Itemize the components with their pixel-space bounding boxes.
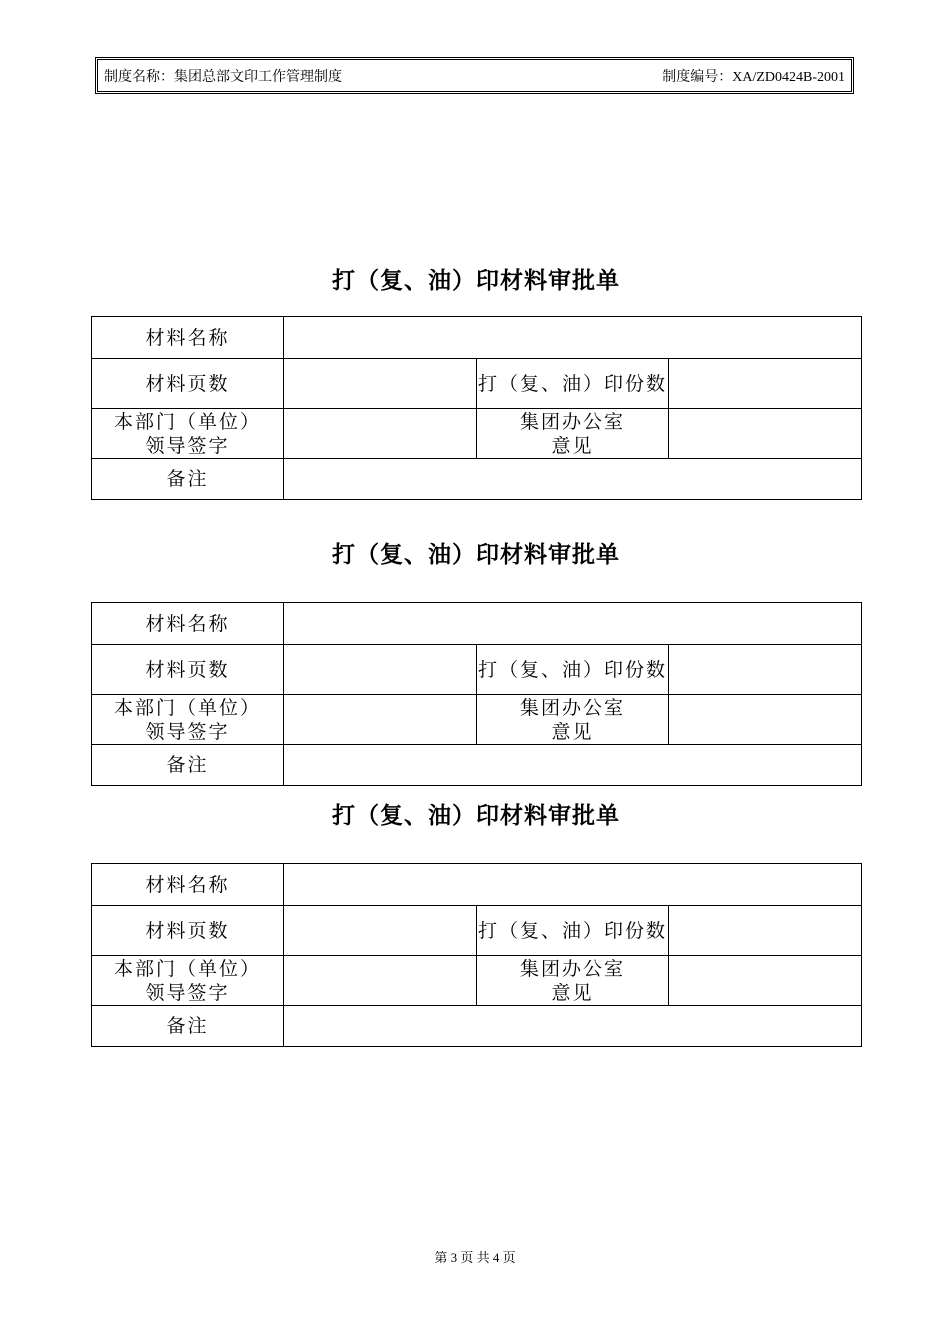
table-row — [92, 409, 862, 459]
form-title: 打（复、油）印材料审批单 — [332, 802, 620, 829]
copies-label: 打（复、油）印份数 — [477, 645, 669, 695]
office-opinion-label-line2: 意见 — [551, 981, 594, 1004]
table-row — [92, 359, 862, 409]
material-pages-label: 材料页数 — [92, 645, 284, 695]
table-row — [92, 864, 862, 906]
table-row — [92, 956, 862, 1006]
dept-leader-label — [92, 695, 284, 745]
remarks-field[interactable] — [284, 1006, 862, 1047]
table-row — [92, 459, 862, 500]
material-pages-label: 材料页数 — [92, 906, 284, 956]
remarks-field[interactable] — [284, 745, 862, 786]
approval-table — [91, 602, 862, 786]
copies-field[interactable] — [669, 645, 862, 695]
material-pages-field[interactable] — [284, 645, 477, 695]
material-name-field[interactable] — [284, 864, 862, 906]
table-row — [92, 317, 862, 359]
dept-leader-signature-field[interactable] — [284, 409, 477, 459]
office-opinion-label — [477, 956, 669, 1006]
remarks-field[interactable] — [284, 459, 862, 500]
material-pages-label: 材料页数 — [92, 359, 284, 409]
page-header — [97, 59, 852, 92]
table-row — [92, 695, 862, 745]
regulation-number: 制度编号：XA/ZD0424B-2001 — [662, 69, 845, 85]
office-opinion-label — [477, 409, 669, 459]
form-title: 打（复、油）印材料审批单 — [332, 267, 620, 294]
page-number: 第 3 页 共 4 页 — [434, 1250, 516, 1265]
material-name-field[interactable] — [284, 603, 862, 645]
remarks-label: 备注 — [92, 459, 284, 500]
dept-leader-label-line2: 领导签字 — [145, 720, 230, 743]
material-pages-field[interactable] — [284, 906, 477, 956]
approval-table — [91, 863, 862, 1047]
table-row — [92, 745, 862, 786]
remarks-label: 备注 — [92, 745, 284, 786]
dept-leader-label — [92, 956, 284, 1006]
dept-leader-signature-field[interactable] — [284, 695, 477, 745]
form-title: 打（复、油）印材料审批单 — [332, 541, 620, 568]
copies-label: 打（复、油）印份数 — [477, 906, 669, 956]
table-row — [92, 645, 862, 695]
copies-label: 打（复、油）印份数 — [477, 359, 669, 409]
regulation-name: 制度名称：集团总部文印工作管理制度 — [104, 68, 342, 85]
dept-leader-label — [92, 409, 284, 459]
material-pages-field[interactable] — [284, 359, 477, 409]
material-name-label: 材料名称 — [92, 864, 284, 906]
copies-field[interactable] — [669, 359, 862, 409]
dept-leader-label-line1: 本部门（单位） — [113, 957, 261, 980]
dept-leader-label-line2: 领导签字 — [145, 434, 230, 457]
material-name-label: 材料名称 — [92, 317, 284, 359]
material-name-label: 材料名称 — [92, 603, 284, 645]
table-row — [92, 603, 862, 645]
copies-field[interactable] — [669, 906, 862, 956]
office-opinion-label-line2: 意见 — [551, 434, 594, 457]
office-opinion-field[interactable] — [669, 695, 862, 745]
dept-leader-label-line1: 本部门（单位） — [113, 410, 261, 433]
remarks-label: 备注 — [92, 1006, 284, 1047]
office-opinion-label — [477, 695, 669, 745]
dept-leader-signature-field[interactable] — [284, 956, 477, 1006]
office-opinion-field[interactable] — [669, 956, 862, 1006]
office-opinion-label-line1: 集团办公室 — [519, 957, 625, 980]
office-opinion-field[interactable] — [669, 409, 862, 459]
dept-leader-label-line2: 领导签字 — [145, 981, 230, 1004]
approval-table — [91, 316, 862, 500]
material-name-field[interactable] — [284, 317, 862, 359]
office-opinion-label-line1: 集团办公室 — [519, 696, 625, 719]
office-opinion-label-line1: 集团办公室 — [519, 410, 625, 433]
office-opinion-label-line2: 意见 — [551, 720, 594, 743]
dept-leader-label-line1: 本部门（单位） — [113, 696, 261, 719]
table-row — [92, 1006, 862, 1047]
table-row — [92, 906, 862, 956]
